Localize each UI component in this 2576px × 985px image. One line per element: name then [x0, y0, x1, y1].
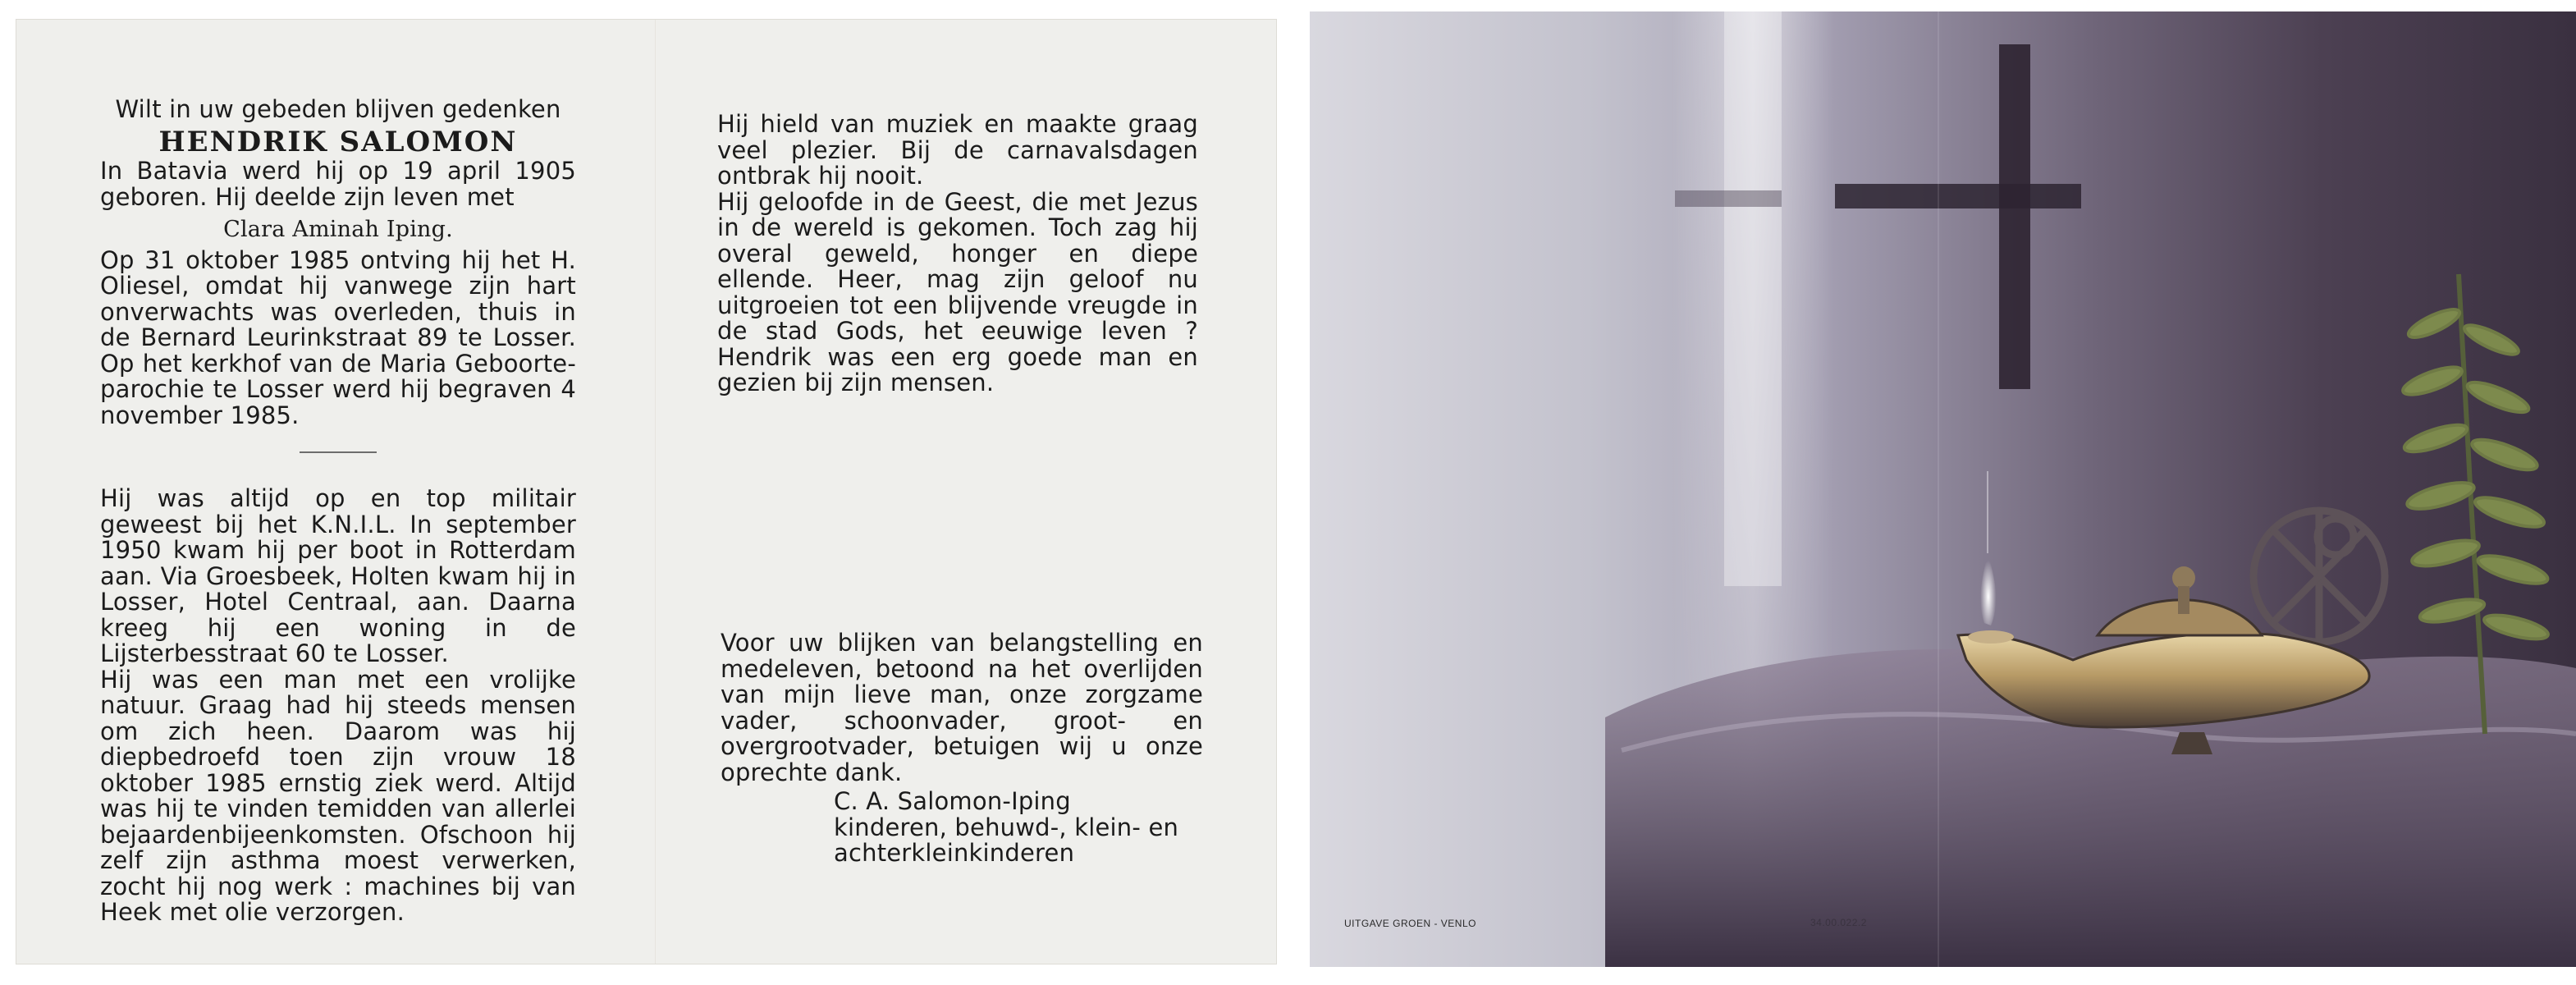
chi-rho-symbol-icon: [2253, 511, 2385, 642]
cover-fold-line: [1938, 11, 1939, 967]
publisher-imprint: UITGAVE GROEN - VENLO: [1344, 918, 1476, 929]
cover-illustration: [1310, 11, 2576, 967]
intro-line: Wilt in uw gebeden blijven gedenken: [115, 95, 561, 123]
music-paragraph: Hij hield van muziek en maakte graag veel plezier. Bij de carnavalsdagen ontbrak hij nooit.: [717, 110, 1198, 190]
article-number: 34.00.022.2: [1810, 917, 1867, 928]
memorial-card-cover: [1310, 11, 2576, 967]
right-text-column-bottom: [721, 630, 1203, 867]
light-beam-core: [1724, 11, 1782, 586]
signature-grandchildren: achterkleinkinderen: [834, 839, 1075, 867]
life-paragraph-2: Hij was een man met een vrolijke natuur. Graag had hij steeds mensen om zich heen. Daarom was hij diepbedroefd toen zijn vrouw 18 oktober 1985 ernstig ziek werd. Altijd was hij te vinden temidden van allerlei bejaardenbijeenkomsten. Ofschoon hij zelf zijn asthma moest verwerken, zocht hij nog werk : machines bij van Heek met olie verzorgen.: [100, 665, 576, 926]
birth-paragraph: In Batavia werd hij op 19 april 1905 geboren. Hij deelde zijn leven met: [100, 157, 576, 211]
section-divider: [300, 451, 377, 453]
signature-family: kinderen, behuwd-, klein- en: [834, 813, 1179, 841]
memorial-card-inside: [16, 20, 1276, 964]
spouse-name: Clara Aminah Iping.: [223, 217, 453, 242]
faith-paragraph: Hij geloofde in de Geest, die met Jezus in de wereld is gekomen. Toch zag hij overal geweld, honger en diepe ellende. Heer, mag zijn geloof nu uitgroeien tot een blijvende vreugde in de stad Gods, het eeuwige leven ? Hendrik was een erg goede man en gezien bij zijn mensen.: [717, 187, 1198, 396]
deceased-name: HENDRIK SALOMON: [158, 125, 518, 158]
left-text-column: [100, 97, 576, 926]
life-paragraph-1: Hij was altijd op en top militair geweest bij het K.N.I.L. In september 1950 kwam hij per boot in Rotterdam aan. Via Groesbeek, Holten kwam hij in Losser, Hotel Centraal, aan. Daarna kreeg hij een woning in de Lijsterbesstraat 60 te Losser.: [100, 484, 576, 667]
signature-widow: C. A. Salomon-Iping: [834, 787, 1071, 815]
right-text-column-top: [717, 112, 1198, 396]
thanks-paragraph: Voor uw blijken van belangstelling en medeleven, betoond na het overlijden van mijn lieve man, onze zorgzame vader, schoonvader, groot- en overgrootvader, betuigen wij u onze oprechte dank.: [721, 629, 1203, 786]
card-fold-line: [655, 20, 657, 964]
death-paragraph: Op 31 oktober 1985 ontving hij het H. Oliesel, omdat hij vanwege zijn hart onverwachts was overleden, thuis in de Bernard Leurinkstraat 89 te Losser. Op het kerkhof van de Maria Geboorte-parochie te Losser werd hij begraven 4 november 1985.: [100, 245, 576, 429]
signature-block: [834, 789, 1203, 867]
